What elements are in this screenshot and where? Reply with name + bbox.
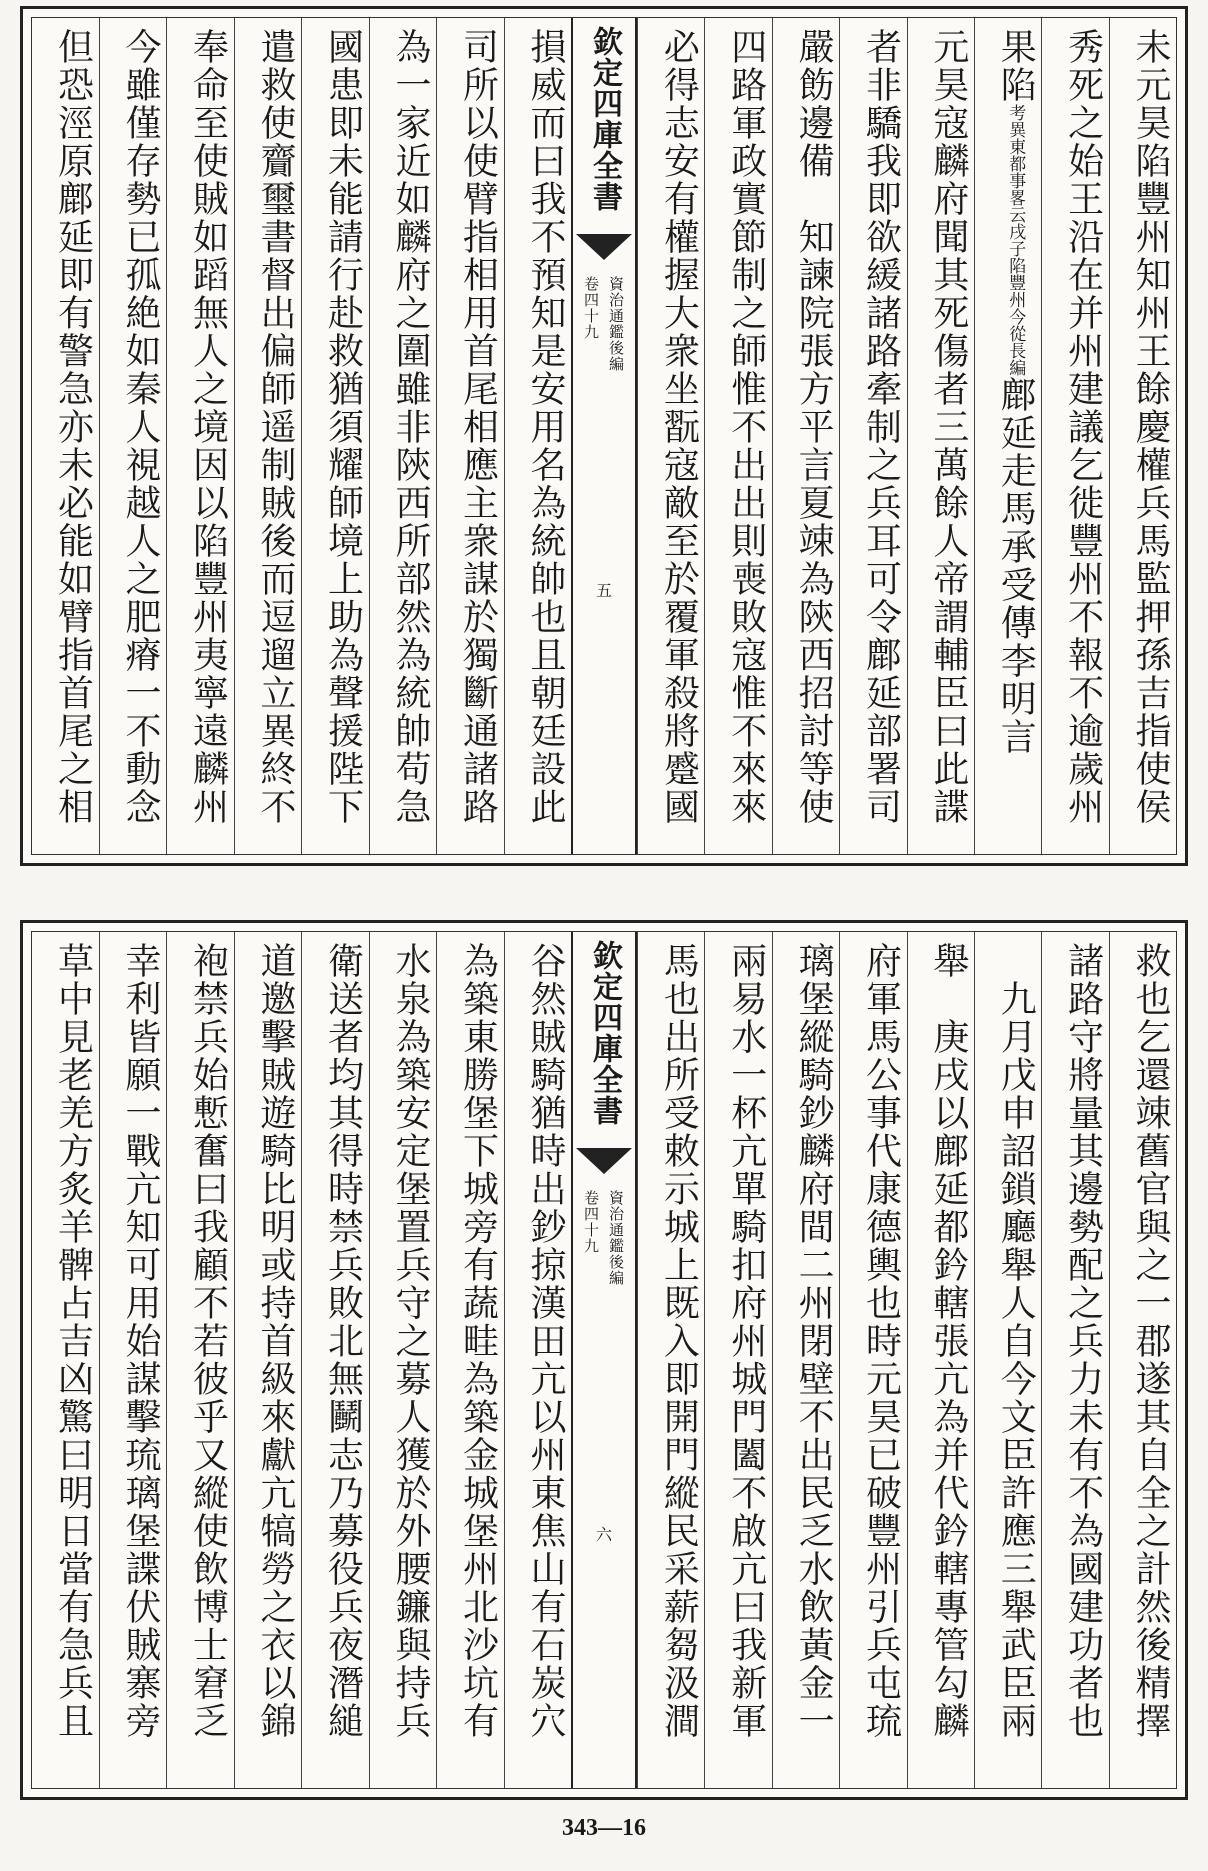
text-column: [436, 18, 504, 854]
spine-book: 資治通鑑後編: [607, 276, 625, 372]
column-text: 舉 庚戌以鄜延都鈐轄張亢為并代鈐轄專管勾麟: [927, 942, 969, 1740]
text-column: [974, 18, 1041, 854]
text-column: [772, 18, 839, 854]
text-column: [32, 18, 99, 854]
text-column: [32, 932, 99, 1788]
text-column: [234, 18, 302, 854]
text-column: [301, 18, 369, 854]
bottom-right-half: [637, 932, 1176, 1788]
bottom-page: [20, 920, 1188, 1800]
text-column: [1041, 932, 1108, 1788]
column-text: 九月戊申詔鎖廳舉人自今文臣許應三舉武臣兩: [995, 942, 1037, 1740]
page-number: 六: [595, 1525, 612, 1544]
text-column: [907, 18, 974, 854]
column-text: 今雖僅存勢已孤絶如秦人視越人之肥瘠一不動念: [120, 28, 161, 826]
text-column: [99, 932, 167, 1788]
column-text: 遣救使齎璽書督出偏師遥制賊後而逗遛立異終不: [255, 28, 296, 826]
text-column: [504, 18, 572, 854]
spine-juan: 卷四十九: [582, 1190, 600, 1254]
text-column: [974, 932, 1041, 1788]
column-text: 但恐涇原鄜延即有警急亦未必能如臂指首尾之相: [52, 28, 94, 826]
column-text: 衛送者均其得時禁兵敗北無鬭志乃募役兵夜潛縋: [322, 942, 364, 1740]
top-right-half: [637, 18, 1176, 854]
column-text: 璃堡縱騎鈔麟府間二州閉壁不出民乏水飲黃金一: [793, 942, 835, 1740]
top-page-frame: [31, 17, 1177, 855]
bottom-spine: [571, 932, 637, 1788]
column-text: 必得志安有權握大衆坐翫寇敵至於覆軍殺將蹙國: [658, 28, 700, 826]
column-text: 兩易水一杯亢單騎扣府州城門闔不啟亢曰我新軍: [725, 942, 767, 1740]
column-text: 道邀擊賊遊騎比明或持首級來獻亢犒勞之衣以錦: [255, 942, 296, 1740]
spine-title: 欽定四庫全書: [587, 940, 622, 1126]
text-column: [1109, 932, 1176, 1788]
column-text: 水泉為築安定堡置兵守之募人獲於外腰鐮與持兵: [390, 942, 431, 1740]
column-text: 幸利皆願一戰亢知可用始謀擊琉璃堡諜伏賊寨旁: [120, 942, 161, 1740]
text-column: [369, 932, 437, 1788]
column-text: 袍禁兵始慙奮曰我顧不若彼乎又縱使飲博士窘乏: [187, 942, 229, 1740]
column-text: 奉命至使賊如蹈無人之境因以陷豐州夷寧遠麟州: [187, 28, 229, 826]
text-column: [234, 932, 302, 1788]
text-column: [99, 18, 167, 854]
text-column: [301, 932, 369, 1788]
column-text: 者非驕我即欲緩諸路牽制之兵耳可令鄜延部署司: [860, 28, 902, 826]
column-text: 為一家近如麟府之圍雖非陝西所部然為統帥苟急: [390, 28, 431, 826]
column-text: 元昊寇麟府聞其死傷者三萬餘人帝謂輔臣曰此諜: [927, 28, 969, 826]
spine-book: 資治通鑑後編: [607, 1190, 625, 1286]
text-column: [704, 932, 771, 1788]
spine-juan: 卷四十九: [582, 276, 600, 340]
column-text: 府軍馬公事代康德輿也時元昊已破豐州引兵屯琉: [860, 942, 902, 1740]
column-text: 谷然賊騎猶時出鈔掠漢田亢以州東焦山有石炭穴: [525, 942, 566, 1740]
top-left-half: [32, 18, 571, 854]
column-text: 四路軍政實節制之師惟不出出則喪敗寇惟不來來: [725, 28, 767, 826]
column-text: 草中見老羌方炙羊髀占吉凶驚曰明日當有急兵且: [52, 942, 94, 1740]
text-column: [839, 932, 906, 1788]
spine-subtitle: [581, 1190, 627, 1286]
text-column: [1109, 18, 1176, 854]
column-text: 鄜延走馬承受傳李明言: [995, 376, 1037, 756]
annotation-note: 考異東都事畧云戌子陷豐州今從長編: [1005, 104, 1026, 376]
column-text: 嚴飭邊備 知諫院張方平言夏竦為陝西招討等使: [793, 28, 835, 826]
top-spine: [571, 18, 637, 854]
text-column: [907, 932, 974, 1788]
column-text: 果陷: [995, 28, 1037, 104]
fishtail-mark: [576, 234, 632, 260]
column-text: 司所以使臂指相用首尾相應主衆謀於獨斷通諸路: [457, 28, 499, 826]
column-text: 諸路守將量其邊勢配之兵力未有不為國建功者也: [1062, 942, 1104, 1740]
page-footer-number: 343—16: [562, 1815, 646, 1841]
text-column: [1041, 18, 1108, 854]
text-column: [166, 932, 234, 1788]
text-column: [369, 18, 437, 854]
text-column: [436, 932, 504, 1788]
text-column: [166, 18, 234, 854]
column-text: 馬也出所受敕示城上既入即開門縱民采薪芻汲澗: [658, 942, 700, 1740]
bottom-left-half: [32, 932, 571, 1788]
column-text: 國患即未能請行赴救猶須耀師境上助為聲援陛下: [322, 28, 364, 826]
fishtail-mark: [576, 1148, 632, 1174]
spine-subtitle: [581, 276, 627, 372]
bottom-page-frame: [31, 931, 1177, 1789]
spine-title: 欽定四庫全書: [587, 26, 622, 212]
text-column: [637, 932, 704, 1788]
text-column: [839, 18, 906, 854]
column-text: 救也乞還竦舊官與之一郡遂其自全之計然後精擇: [1130, 942, 1171, 1740]
column-text: 秀死之始王沿在并州建議乞徙豐州不報不逾歲州: [1062, 28, 1104, 826]
text-column: [704, 18, 771, 854]
text-column: [504, 932, 572, 1788]
top-page: [20, 6, 1188, 866]
column-text: 損威而曰我不預知是安用名為統帥也且朝廷設此: [525, 28, 566, 826]
column-text: 未元昊陷豐州知州王餘慶權兵馬監押孫吉指使侯: [1130, 28, 1171, 826]
text-column: [772, 932, 839, 1788]
column-text: 為築東勝堡下城旁有蔬畦為築金城堡州北沙坑有: [457, 942, 499, 1740]
text-column: [637, 18, 704, 854]
page-number: 五: [595, 581, 612, 600]
